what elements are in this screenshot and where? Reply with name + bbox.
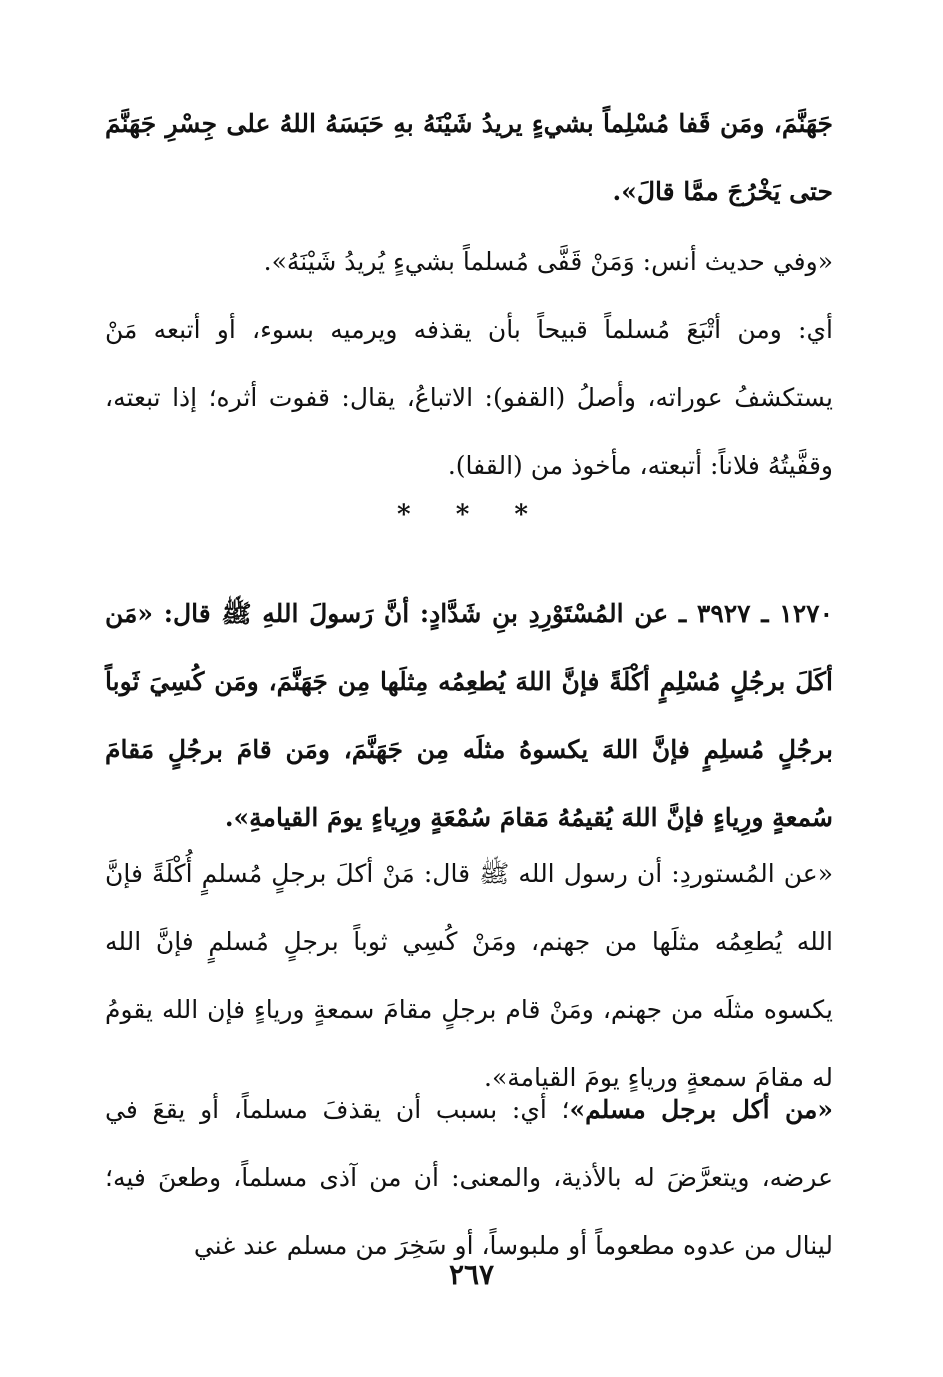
hadith-continuation-paragraph [105,90,833,226]
commentary-explanation-paragraph [105,1076,833,1280]
commentary-quote-text: «عن المُستوردِ: أن رسول الله ﷺ قال: مَنْ أكلَ برجلٍ مُسلمٍ أُكْلَةً فإنَّ الله يُطعِمُه مثلَها من جهنم، ومَنْ كُسِي ثوباً برجلٍ مُسلمٍ فإنَّ الله يكسوه مثلَه من جهنم، ومَنْ قام برجلٍ مقامَ سمعةٍ ورياءٍ فإن الله يقومُ له مقامَ سمعةٍ ورياءٍ يومَ القيامة». [105,859,833,1092]
anas-hadith-quote [105,228,855,296]
hadith-1270-text: ١٢٧٠ ـ ٣٩٢٧ ـ عن المُسْتَوْرِدِ بنِ شَدَّادٍ: أنَّ رَسولَ اللهِ ﷺ قال: «مَن أكَلَ برجُلٍ مُسْلِمٍ أكْلَةً فإنَّ اللهَ يُطعِمُه مِثلَها مِن جَهَنَّمَ، ومَن كُسِيَ ثَوباً برجُلٍ مُسلِمٍ فإنَّ اللهَ يكسوهُ مثلَه مِن جَهَنَّمَ، ومَن قامَ برجُلٍ مَقامَ سُمعةٍ ورِياءٍ فإنَّ اللهَ يُقيمُهُ مَقامَ سُمْعَةٍ ورِياءٍ يومَ القيامةِ». [105,599,833,832]
commentary-lead-phrase: «من أكل برجل مسلم» [569,1095,834,1124]
hadith-1270-paragraph [105,580,833,852]
hadith-continuation-text: جَهَنَّمَ، ومَن قَفا مُسْلِماً بشيءٍ يريدُ شَيْنَهُ بهِ حَبَسَهُ اللهُ على جِسْرِ جَهَنَّمَ حتى يَخْرُجَ ممَّا قالَ». [105,109,833,206]
explanation-paragraph [105,296,855,500]
page-number: ٢٦٧ [448,1258,495,1291]
commentary-explanation-text: ؛ أي: بسبب أن يقذفَ مسلماً، أو يقعَ في عرضه، ويتعرَّضَ له بالأذية، والمعنى: أن من آذى مسلماً، وطعنَ فيه؛ لينال من عدوه مطعوماً أو ملبوساً، أو سَخِرَ من مسلم عند غني [105,1095,833,1260]
commentary-quote-paragraph [105,840,833,1112]
explanation-text: أي: ومن أتْبَعَ مُسلماً قبيحاً بأن يقذفه ويرميه بسوء، أو أتبعه مَنْ يستكشفُ عوراته، وأصلُ (القفو): الاتباعُ، يقال: قفوت أثره؛ إذا تبعته، وقفَّيتُهُ فلاناً: أتبعته، مأخوذ من (القفا). [105,315,833,480]
section-separator: * * * [397,500,546,530]
anas-hadith-text: «وفي حديث أنس: وَمَنْ قَفَّى مُسلماً بشيءٍ يُريدُ شَيْنَهُ». [263,247,833,276]
